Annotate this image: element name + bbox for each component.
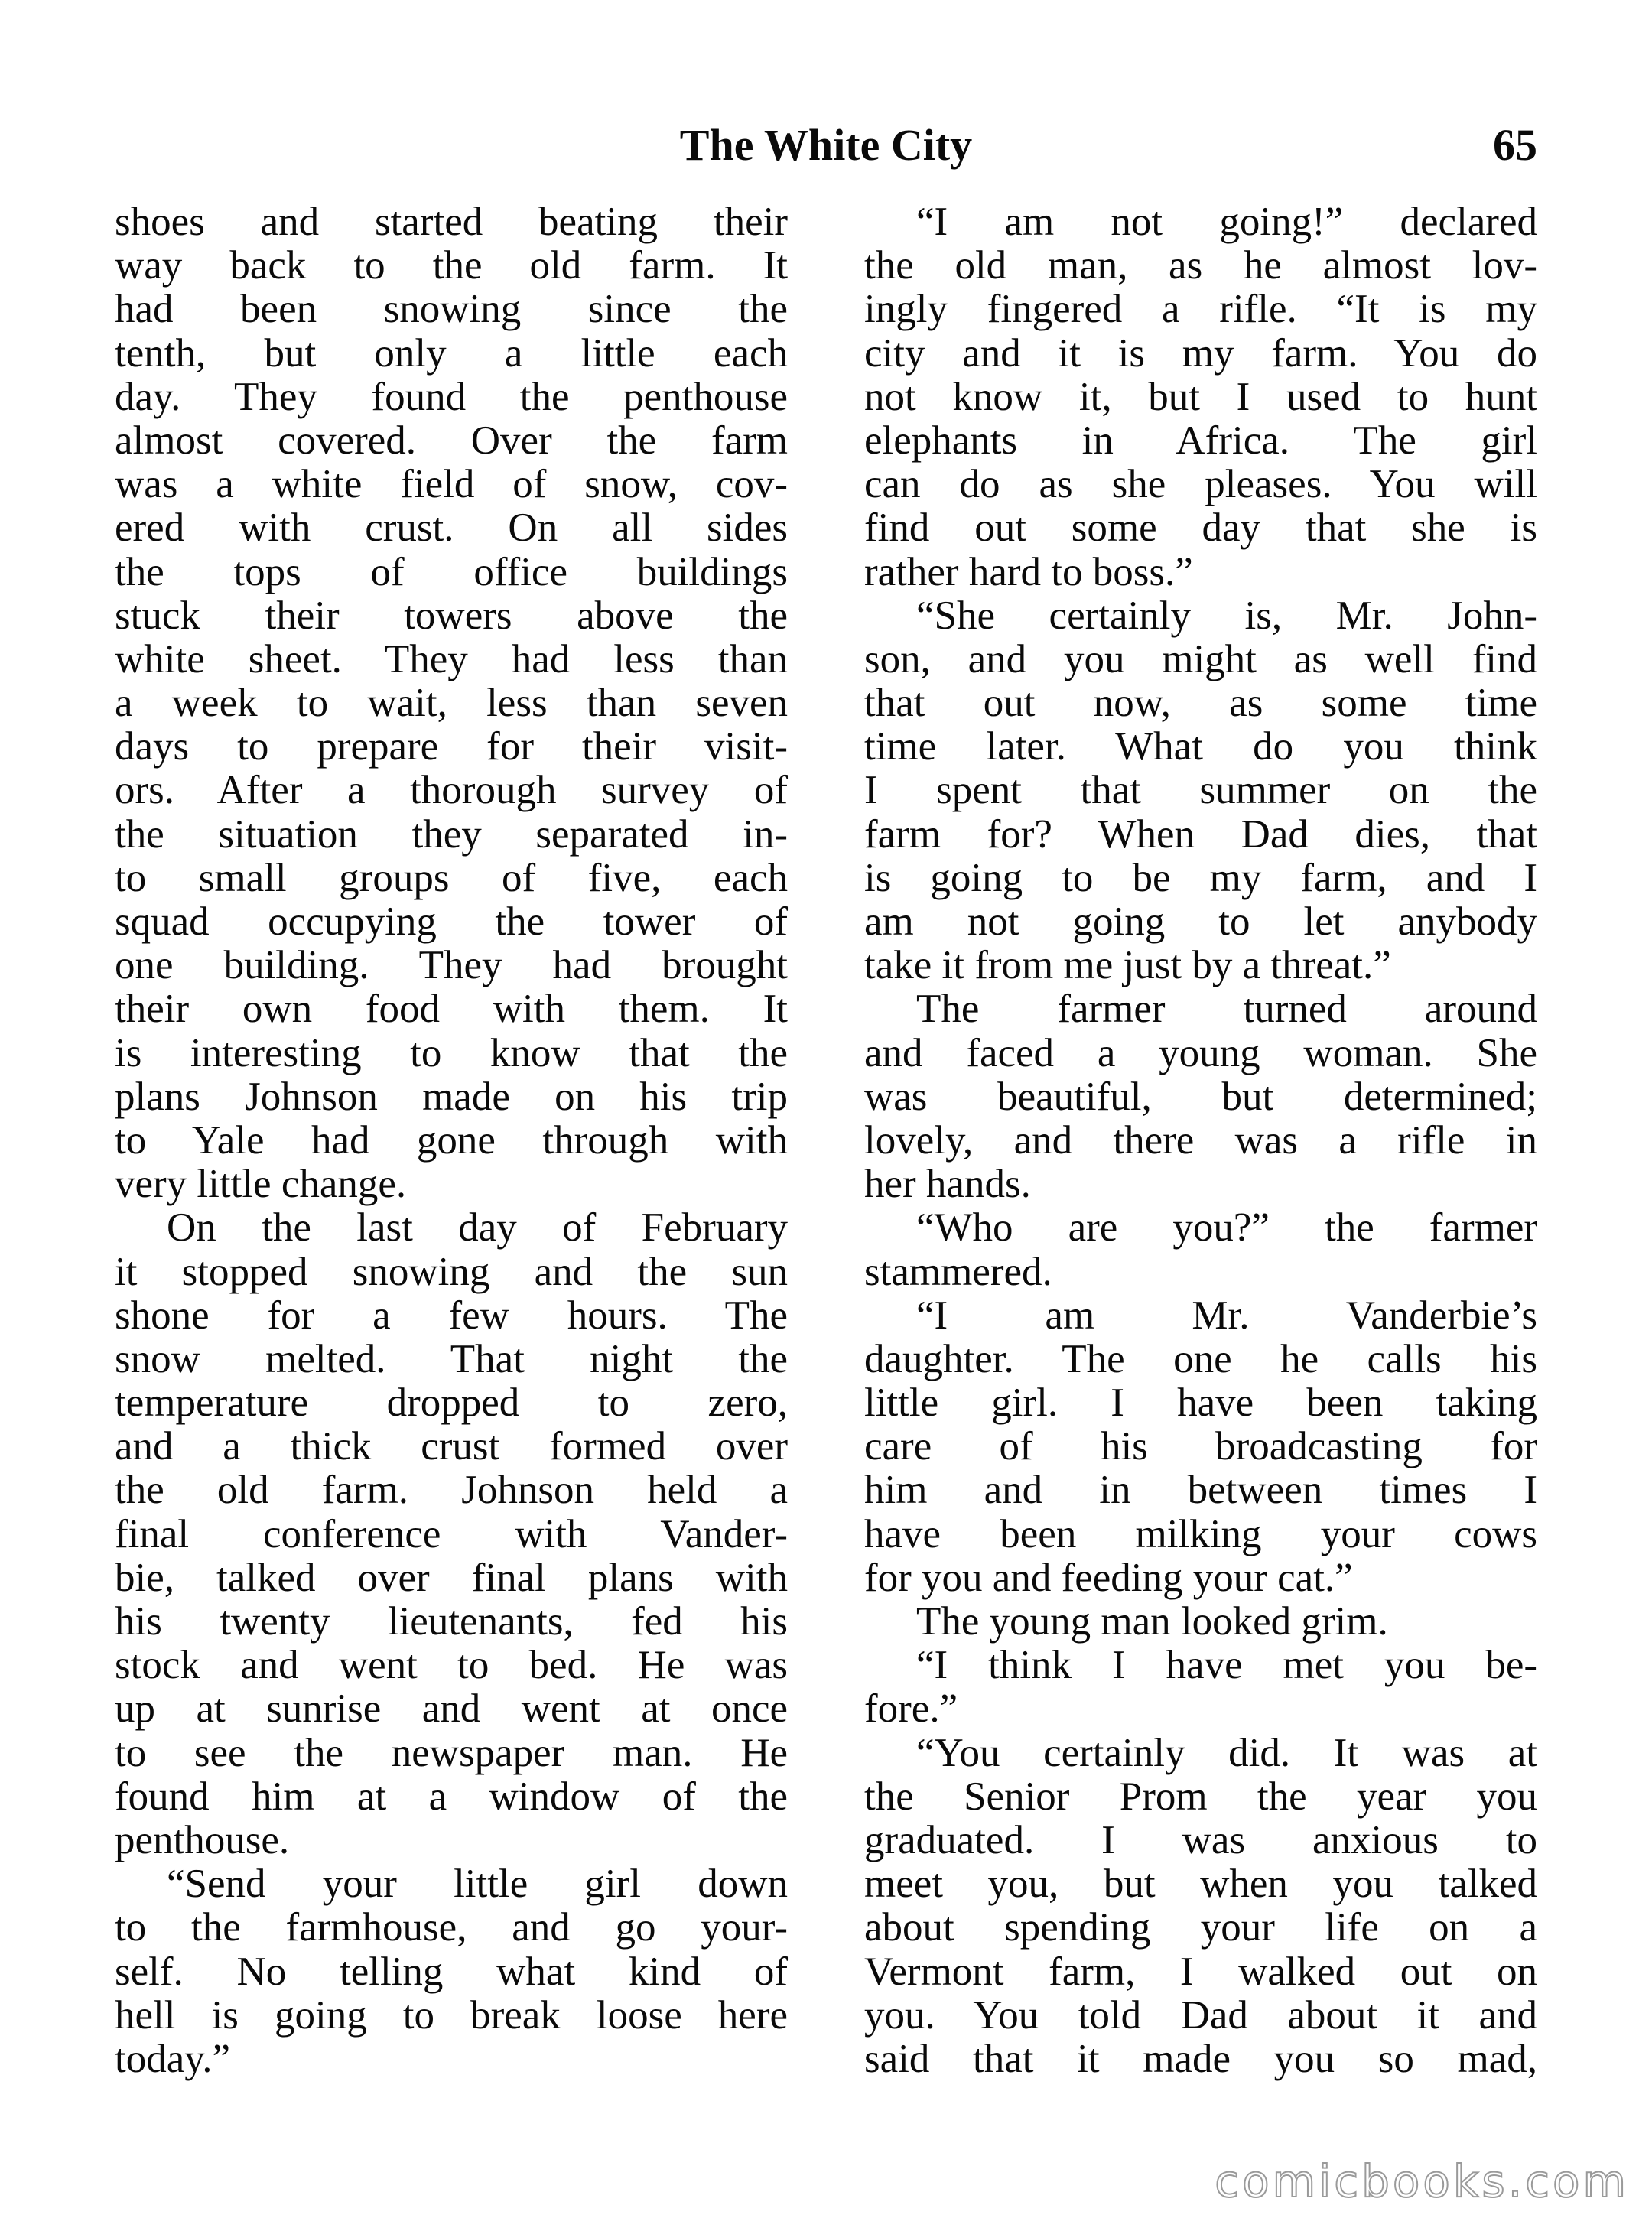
text-line: his twenty lieutenants, fed his (115, 1599, 788, 1644)
text-line: little girl. I have been taking (864, 1381, 1537, 1426)
text-line: was beautiful, but determined; (864, 1074, 1537, 1119)
text-line: day. They found the penthouse (115, 374, 788, 419)
right-text-column (864, 200, 1537, 2081)
text-line: the situation they separated in- (115, 811, 788, 857)
text-line: their own food with them. It (115, 987, 788, 1032)
text-line: graduated. I was anxious to (864, 1817, 1537, 1862)
text-line: “I am Mr. Vanderbie’s (916, 1293, 1537, 1338)
running-title: The White City (679, 120, 973, 170)
text-line: lovely, and there was a rifle in (864, 1117, 1537, 1163)
left-text-column (115, 200, 788, 2081)
text-line: you. You told Dad about it and (864, 1992, 1537, 2038)
text-line: can do as she pleases. You will (864, 462, 1537, 507)
text-line: very little change. (115, 1162, 407, 1207)
text-line: a week to wait, less than seven (115, 681, 788, 726)
text-line: ered with crust. On all sides (115, 506, 788, 551)
text-line: snow melted. That night the (115, 1336, 788, 1381)
text-line: and faced a young woman. She (864, 1030, 1537, 1075)
text-line: care of his broadcasting for (864, 1424, 1537, 1469)
text-line: “She certainly is, Mr. John- (916, 593, 1537, 638)
text-line: that out now, as some time (864, 681, 1537, 726)
text-line: penthouse. (115, 1817, 290, 1862)
text-line: the tops of office buildings (115, 549, 788, 594)
text-line: take it from me just by a threat.” (864, 943, 1391, 988)
text-line: fore.” (864, 1686, 958, 1732)
text-line: to see the newspaper man. He (115, 1730, 788, 1775)
text-line: city and it is my farm. You do (864, 330, 1537, 376)
text-line: for you and feeding your cat.” (864, 1555, 1353, 1600)
text-line: had been snowing since the (115, 287, 788, 332)
text-line: ors. After a thorough survey of (115, 768, 788, 813)
text-line: her hands. (864, 1162, 1031, 1207)
text-line: shoes and started beating their (115, 200, 788, 244)
text-line: The young man looked grim. (916, 1599, 1388, 1644)
text-line: white sheet. They had less than (115, 636, 788, 681)
text-line: self. No telling what kind of (115, 1949, 788, 1994)
text-line: I spent that summer on the (864, 768, 1537, 813)
text-line: almost covered. Over the farm (115, 418, 788, 463)
text-line: have been milking your cows (864, 1511, 1537, 1556)
text-line: rather hard to boss.” (864, 549, 1193, 594)
text-line: meet you, but when you talked (864, 1862, 1537, 1907)
text-line: “Who are you?” the farmer (916, 1205, 1537, 1250)
text-line: way back to the old farm. It (115, 243, 788, 288)
text-line: found him at a window of the (115, 1774, 788, 1819)
text-line: “You certainly did. It was at (916, 1730, 1537, 1775)
text-line: tenth, but only a little each (115, 330, 788, 376)
page-header (115, 115, 1537, 176)
text-line: was a white field of snow, cov- (115, 462, 788, 507)
text-line: today.” (115, 2036, 231, 2081)
text-line: shone for a few hours. The (115, 1293, 788, 1338)
text-line: one building. They had brought (115, 943, 788, 988)
text-line: elephants in Africa. The girl (864, 418, 1537, 463)
text-line: him and in between times I (864, 1468, 1537, 1513)
text-line: ingly fingered a rifle. “It is my (864, 287, 1537, 332)
watermark: comicbooks.com (1215, 2155, 1629, 2207)
text-line: farm for? When Dad dies, that (864, 811, 1537, 857)
text-line: to the farmhouse, and go your- (115, 1905, 788, 1950)
text-line: The farmer turned around (916, 987, 1537, 1032)
text-line: Vermont farm, I walked out on (864, 1949, 1537, 1994)
text-line: “I think I have met you be- (916, 1643, 1537, 1688)
text-line: stammered. (864, 1249, 1052, 1294)
text-line: squad occupying the tower of (115, 899, 788, 944)
text-line: On the last day of February (167, 1205, 788, 1250)
text-line: find out some day that she is (864, 506, 1537, 551)
text-line: said that it made you so mad, (864, 2036, 1537, 2081)
text-line: stuck their towers above the (115, 593, 788, 638)
text-line: final conference with Vander- (115, 1511, 788, 1556)
text-line: the old farm. Johnson held a (115, 1468, 788, 1513)
text-line: plans Johnson made on his trip (115, 1074, 788, 1119)
text-line: to small groups of five, each (115, 855, 788, 900)
text-line: temperature dropped to zero, (115, 1381, 788, 1426)
text-line: daughter. The one he calls his (864, 1336, 1537, 1381)
text-line: the Senior Prom the year you (864, 1774, 1537, 1819)
text-line: it stopped snowing and the sun (115, 1249, 788, 1294)
text-line: about spending your life on a (864, 1905, 1537, 1950)
text-line: son, and you might as well find (864, 636, 1537, 681)
text-line: “I am not going!” declared (916, 200, 1537, 244)
text-line: is interesting to know that the (115, 1030, 788, 1075)
text-line: to Yale had gone through with (115, 1117, 788, 1163)
text-line: time later. What do you think (864, 724, 1537, 769)
text-line: “Send your little girl down (167, 1862, 788, 1907)
text-line: hell is going to break loose here (115, 1992, 788, 2038)
text-line: up at sunrise and went at once (115, 1686, 788, 1732)
text-line: am not going to let anybody (864, 899, 1537, 944)
text-line: and a thick crust formed over (115, 1424, 788, 1469)
text-line: the old man, as he almost lov- (864, 243, 1537, 288)
page-number: 65 (1493, 120, 1537, 170)
text-line: not know it, but I used to hunt (864, 374, 1537, 419)
text-line: is going to be my farm, and I (864, 855, 1537, 900)
text-line: stock and went to bed. He was (115, 1643, 788, 1688)
text-line: bie, talked over final plans with (115, 1555, 788, 1600)
text-line: days to prepare for their visit- (115, 724, 788, 769)
